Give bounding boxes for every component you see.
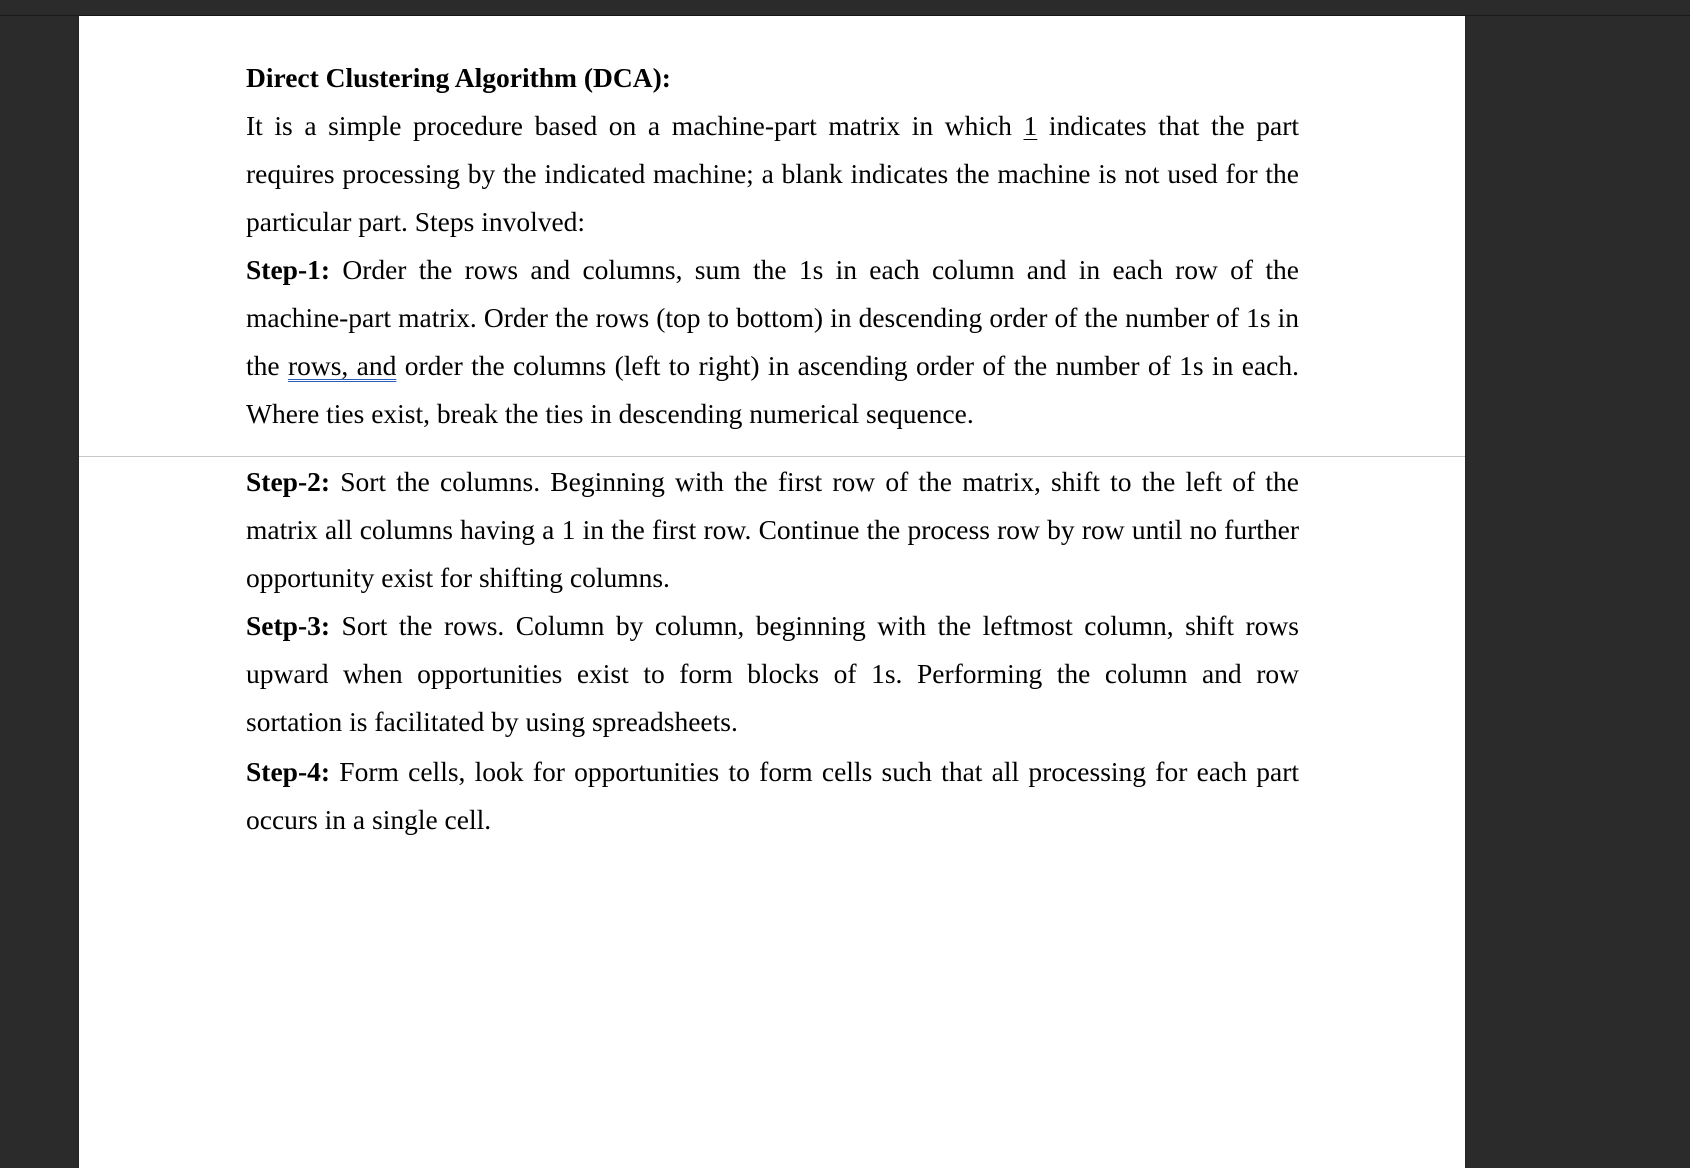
intro-paragraph <box>246 102 1299 246</box>
step4-text: Form cells, look for opportunities to form cells such that all processing for each part occurs in a single cell. <box>246 756 1299 835</box>
step1-text-before: Order the rows and columns, sum the 1s in each column and in each row of the machine-part matrix. Order the rows (top to bottom) in descending order of the number of 1s in the <box>246 254 1299 381</box>
step2-label: Step-2: <box>246 466 331 497</box>
heading-text: Direct Clustering Algorithm (DCA): <box>246 62 671 93</box>
document-heading <box>246 54 1299 102</box>
page-break-line <box>79 456 1465 457</box>
intro-text-before: It is a simple procedure based on a machine-part matrix in which <box>246 110 1024 141</box>
step2-paragraph <box>246 458 1299 602</box>
step2-text: Sort the columns. Beginning with the first row of the matrix, shift to the left of the matrix all columns having a 1 in the first row. Continue the process row by row until no further opportunity exist for shifting columns. <box>246 466 1299 593</box>
step1-label: Step-1: <box>246 254 331 285</box>
step1-paragraph <box>246 246 1299 438</box>
window-top-bar <box>0 0 1690 16</box>
step3-label: Setp-3: <box>246 610 331 641</box>
step4-label: Step-4: <box>246 756 331 787</box>
step1-grammar-flagged-text[interactable]: rows, and <box>287 350 397 381</box>
intro-text-after: indicates that the part requires processing by the indicated machine; a blank indicates the machine is not used for the particular part. Steps involved: <box>246 110 1299 237</box>
step1-text-after: order the columns (left to right) in ascending order of the number of 1s in each. Where ties exist, break the ties in descending numerical sequence. <box>246 350 1299 429</box>
step4-paragraph <box>246 748 1299 844</box>
intro-underlined-one: 1 <box>1023 110 1038 141</box>
step3-text: Sort the rows. Column by column, beginning with the leftmost column, shift rows upward when opportunities exist to form blocks of 1s. Performing the column and row sortation is facilitated by using spreadsheets. <box>246 610 1299 737</box>
step3-paragraph <box>246 602 1299 746</box>
